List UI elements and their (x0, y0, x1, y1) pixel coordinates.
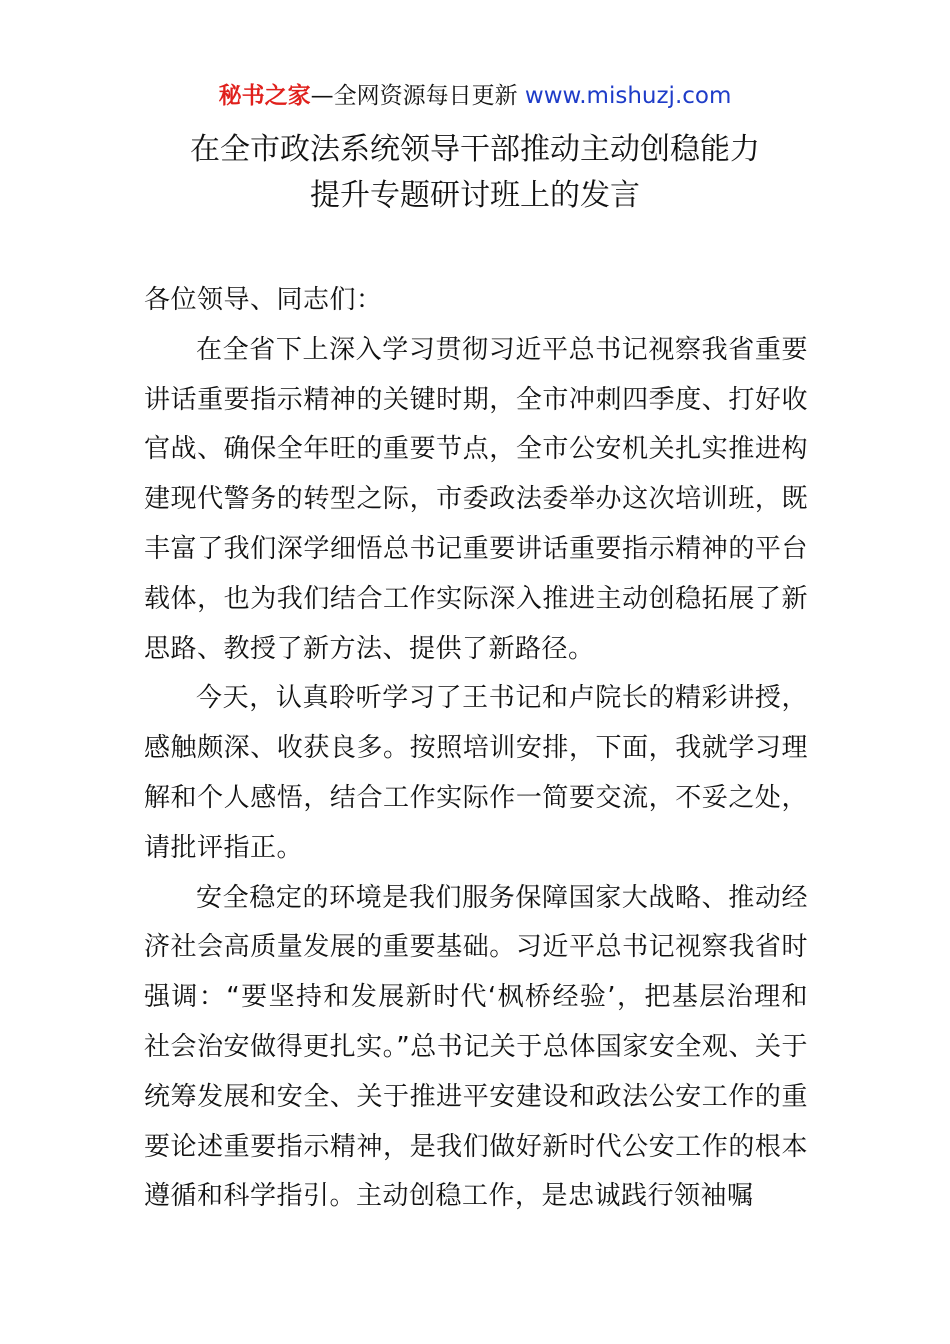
salutation: 各位领导、同志们： (144, 285, 383, 315)
brand-tagline: —全网资源每日更新 (310, 83, 518, 109)
body-paragraph: 今天，认真聆听学习了王书记和卢院长的精彩讲授，感触颇深、收获良多。按照培训安排，下面，我就学习理解和个人感悟，结合工作实际作一简要交流，不妥之处，请批评指正。 (144, 683, 808, 863)
body-paragraph: 安全稳定的环境是我们服务保障国家大战略、推动经济社会高质量发展的重要基础。习近平总书记视察我省时强调：“要坚持和发展新时代‘枫桥经验’，把基层治理和社会治安做得更扎实。”总书记关于总体国家安全观、关于统筹发展和安全、关于推进平安建设和政法公安工作的重要论述重要指示精神，是我们做好新时代公安工作的根本遵循和科学指引。主动创稳工作，是忠诚践行领袖嘱 (144, 882, 808, 1212)
body-paragraph: 在全省下上深入学习贯彻习近平总书记视察我省重要讲话重要指示精神的关键时期，全市冲刺四季度、打好收官战、确保全年旺的重要节点，全市公安机关扎实推进构建现代警务的转型之际，市委政法委举办这次培训班，既丰富了我们深学细悟总书记重要讲话重要指示精神的平台载体，也为我们结合工作实际深入推进主动创稳拓展了新思路、教授了新方法、提供了新路径。 (144, 334, 808, 664)
document-body (144, 276, 808, 1222)
document-title (0, 127, 950, 219)
brand-name: 秘书之家 (218, 83, 311, 109)
site-url-link[interactable]: www.mishuzj.com (524, 83, 732, 109)
site-header (0, 80, 950, 112)
title-line-1: 在全市政法系统领导干部推动主动创稳能力 (190, 132, 760, 167)
title-line-2: 提升专题研讨班上的发言 (310, 178, 640, 213)
